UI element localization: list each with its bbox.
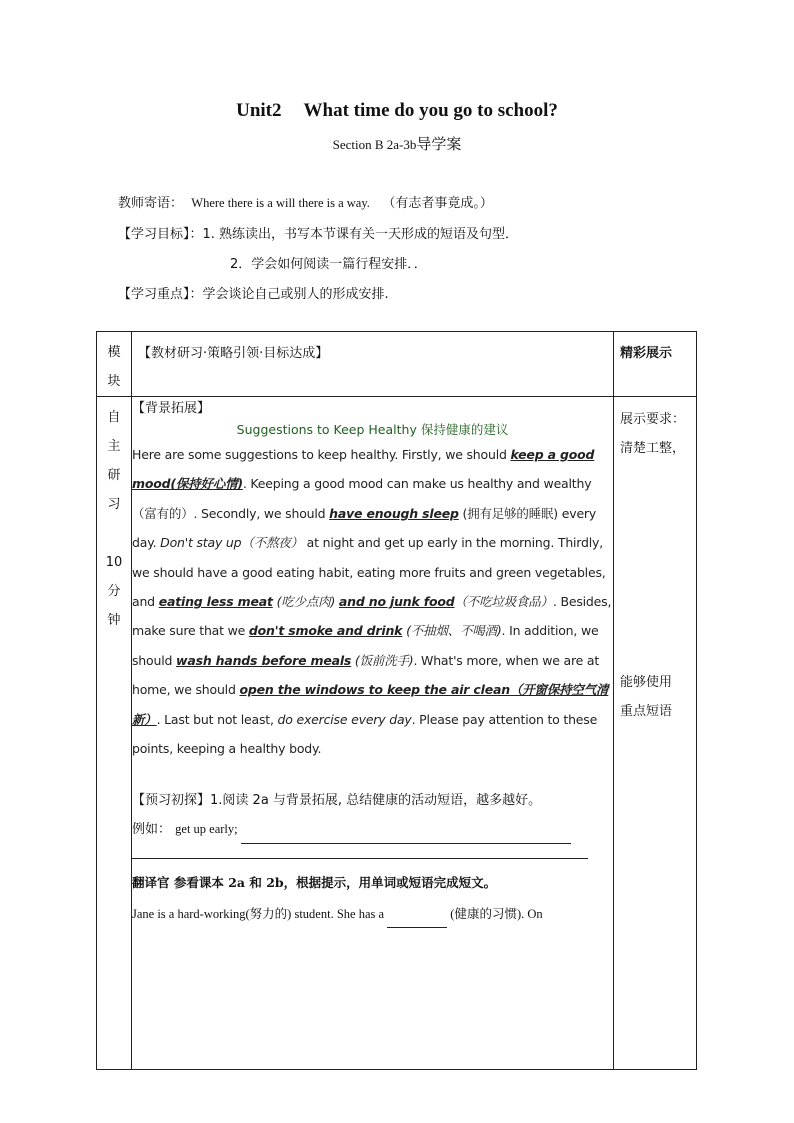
passage-title: Suggestions to Keep Healthy 保持健康的建议	[236, 422, 509, 437]
learning-goal-2: 2．学会如何阅读一篇行程安排．．	[230, 257, 427, 272]
showcase-requirement-detail: 清楚工整，	[620, 441, 686, 456]
module-char-1: 模	[107, 345, 121, 360]
module-char-2: 块	[107, 374, 121, 389]
showcase-header: 精彩展示	[620, 346, 673, 361]
lesson-title: What time do you go to school?	[303, 100, 558, 121]
key-phrase: and no junk food	[338, 594, 455, 610]
table-header-row	[97, 332, 697, 397]
key-phrase: eating less meat	[158, 594, 273, 610]
showcase-usage: 能够使用	[620, 675, 673, 690]
passage-text: . What's more, when we are at home, we should	[132, 652, 600, 698]
key-phrase-cn: (饭前洗手)	[351, 652, 414, 668]
self-study-char-4: 习	[107, 497, 121, 512]
study-table	[96, 331, 697, 1070]
key-phrase: don't smoke and drink	[248, 623, 403, 639]
showcase-usage-detail: 重点短语	[620, 704, 673, 719]
preview-label: 【预习初探】	[132, 793, 211, 809]
answer-blank-line[interactable]	[132, 846, 588, 859]
learning-goals	[118, 223, 518, 242]
self-study-char-7: 钟	[107, 613, 121, 628]
fill-in-text-start: Jane is a hard-working(努力的) student. She has a	[132, 907, 388, 922]
key-phrase: wash hands before meals	[176, 652, 352, 668]
showcase-header-cell	[614, 332, 697, 397]
key-phrase-cn: (吃少点肉)	[272, 594, 339, 610]
study-header-cell	[132, 332, 614, 397]
key-phrase: keep a good mood	[132, 447, 595, 492]
section-cn-label: 导学案	[416, 135, 462, 153]
self-study-char-2: 主	[107, 439, 121, 454]
passage-text: . Please pay attention to these points, keeping a healthy body.	[132, 711, 598, 757]
self-study-char-1: 自	[107, 410, 121, 425]
self-study-char-6: 分	[107, 584, 121, 599]
unit-label: Unit2	[236, 100, 282, 121]
focus-text: 学会谈论自己或别人的形成安排.	[202, 287, 389, 302]
passage-text: Here are some suggestions to keep healthy. Firstly, we should	[132, 447, 511, 462]
answer-blank[interactable]	[241, 843, 571, 844]
goals-label: 【学习目标】：	[118, 227, 203, 242]
section-subtitle	[0, 133, 794, 154]
background-label: 【背景拓展】	[132, 401, 211, 416]
passage-text: at night and get up early in the morning. Thirdly, we should have a good eating habit, eating more fruits and green vegetables, and	[132, 535, 606, 610]
study-header: 【教材研习·策略引领·目标达成】	[138, 346, 329, 361]
key-phrase-italic: do exercise every day	[277, 711, 412, 727]
passage-text: . In addition, we should	[132, 623, 599, 668]
fill-in-text-end: (健康的习惯). On	[447, 907, 543, 922]
key-phrase: have enough sleep	[329, 505, 459, 521]
motto-en: Where there is a will there is a way.	[191, 196, 370, 210]
teacher-motto	[118, 192, 493, 211]
self-study-minutes: 10	[105, 555, 123, 570]
study-content-cell	[132, 397, 614, 1070]
self-study-char-3: 研	[107, 468, 121, 483]
passage-text: . Besides, make sure that we	[132, 594, 612, 639]
preview-task	[132, 786, 613, 815]
passage-text: . Keeping a good mood can make us healthy and wealthy（富有的）. Secondly, we should	[132, 476, 592, 521]
self-study-cell	[97, 397, 132, 1070]
learning-focus	[118, 283, 389, 302]
example-line	[132, 815, 613, 844]
showcase-cell	[614, 397, 697, 1070]
showcase-requirement: 展示要求：	[620, 412, 686, 427]
key-phrase-cn: (不抽烟、不喝酒)	[402, 623, 502, 639]
page-title	[0, 100, 794, 122]
motto-cn: （有志者事竟成。）	[382, 196, 493, 211]
key-phrase-cn: (保持好心情)	[170, 476, 243, 492]
key-phrase-italic: Don't stay up（不熬夜）	[160, 535, 303, 551]
key-phrase-cn: （不吃垃圾食品）	[454, 594, 553, 610]
fill-in-text	[132, 900, 613, 928]
example-label: 例如：	[132, 822, 172, 838]
module-header-cell	[97, 332, 132, 397]
passage-text: (拥有足够的睡眠) every day.	[132, 505, 597, 551]
translation-task: 翻译官 参看课本 2a 和 2b，根据提示，用单词或短语完成短文。	[132, 875, 497, 891]
table-body-row	[97, 397, 697, 1070]
example-text: get up early;	[175, 822, 241, 837]
reading-passage	[132, 440, 613, 763]
fill-blank[interactable]	[387, 927, 447, 928]
focus-label: 【学习重点】：	[118, 287, 203, 302]
goal-1: 1. 熟练读出，书写本节课有关一天形成的短语及句型．	[202, 227, 519, 242]
self-study-spacer	[97, 519, 131, 548]
passage-text: . Last but not least,	[156, 711, 278, 727]
section-label: Section B 2a-3b	[332, 137, 417, 152]
key-phrase: open the windows to keep the air clean（开窗保持空气清新）	[132, 682, 609, 727]
preview-text: 1.阅读 2a 与背景拓展, 总结健康的活动短语，越多越好。	[210, 793, 542, 809]
motto-label: 教师寄语：	[118, 196, 184, 211]
